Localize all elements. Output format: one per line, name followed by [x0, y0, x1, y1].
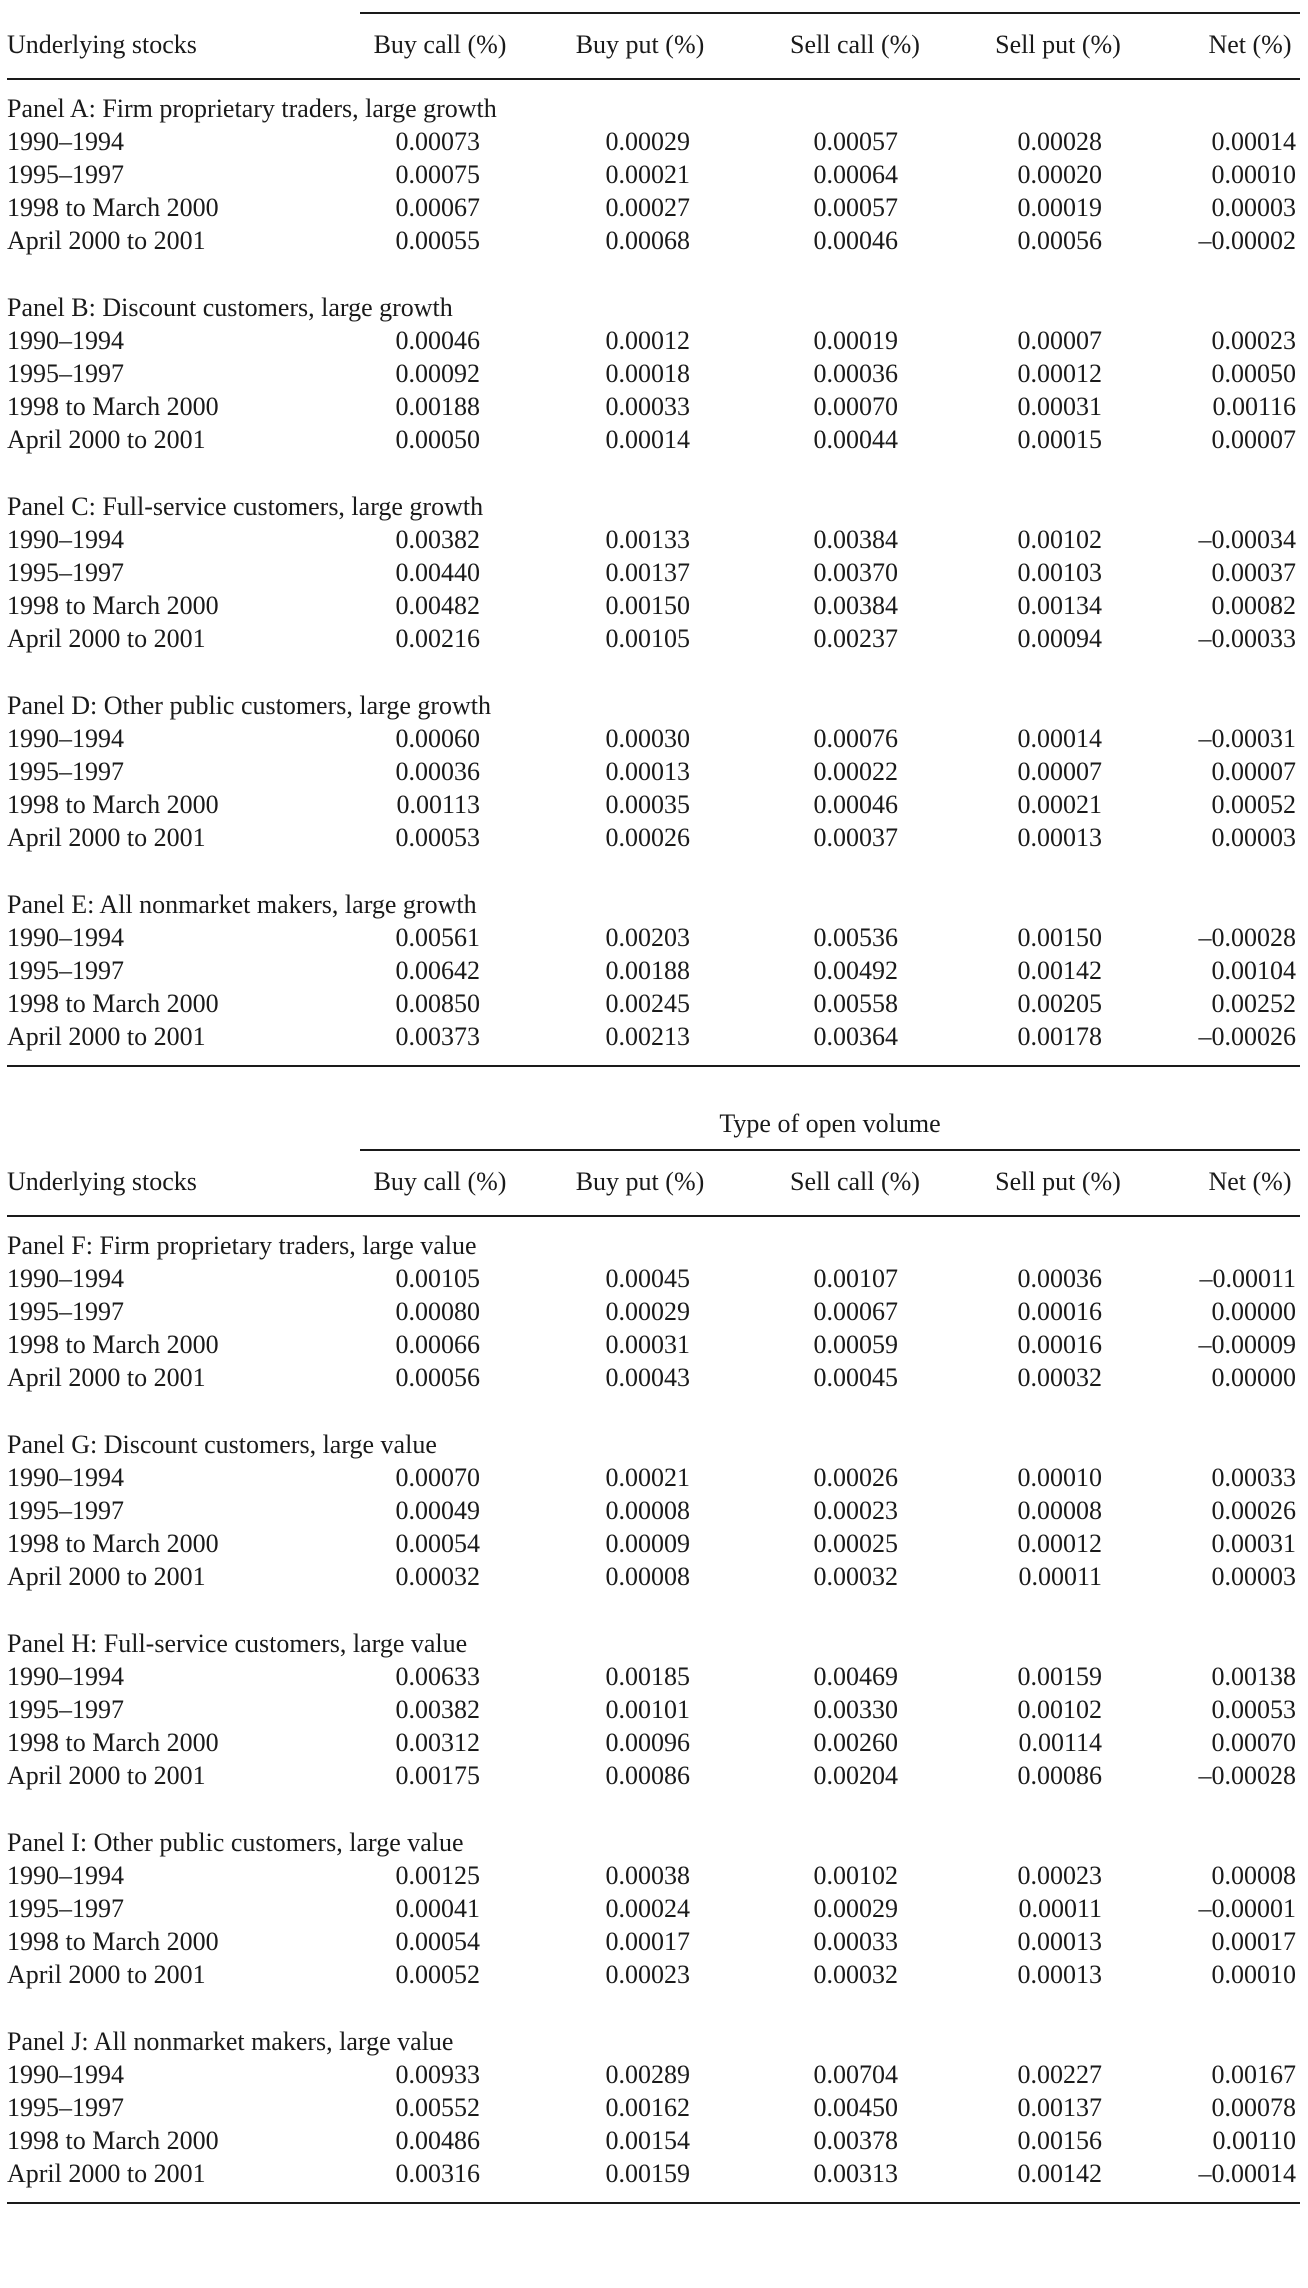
table-cell: 0.00013 — [1017, 1927, 1102, 1956]
table-cell: 0.00060 — [395, 724, 480, 753]
table-cell: 0.00032 — [813, 1562, 898, 1591]
row-period-label: 1998 to March 2000 — [7, 790, 219, 819]
table-cell: 0.00053 — [395, 823, 480, 852]
panel-title: Panel F: Firm proprietary traders, large value — [7, 1231, 477, 1260]
row-period-label: April 2000 to 2001 — [7, 1562, 206, 1591]
table-cell: 0.00013 — [1017, 1960, 1102, 1989]
table-cell: 0.00021 — [1017, 790, 1102, 819]
table-cell: 0.00029 — [605, 127, 690, 156]
table-cell: 0.00245 — [605, 989, 690, 1018]
table-cell: 0.00078 — [1211, 2093, 1296, 2122]
table-cell: 0.00370 — [813, 558, 898, 587]
table-cell: 0.00038 — [605, 1861, 690, 1890]
table-cell: 0.00024 — [605, 1894, 690, 1923]
table-cell: 0.00059 — [813, 1330, 898, 1359]
table-cell: 0.00205 — [1017, 989, 1102, 1018]
column-header: Sell call (%) — [790, 30, 920, 59]
table-cell: 0.00023 — [1017, 1861, 1102, 1890]
table-cell: 0.00113 — [396, 790, 480, 819]
table-cell: 0.00073 — [395, 127, 480, 156]
table-cell: 0.00138 — [1211, 1662, 1296, 1691]
column-header: Sell put (%) — [995, 1167, 1121, 1196]
row-period-label: 1995–1997 — [7, 1894, 124, 1923]
table-cell: 0.00850 — [395, 989, 480, 1018]
table-cell: 0.00066 — [395, 1330, 480, 1359]
table-cell: 0.00086 — [1017, 1761, 1102, 1790]
table-cell: 0.00110 — [1212, 2126, 1296, 2155]
table-cell: 0.00052 — [395, 1960, 480, 1989]
column-header: Buy put (%) — [575, 30, 705, 59]
table-cell: 0.00037 — [813, 823, 898, 852]
table-cell: –0.00033 — [1198, 624, 1296, 653]
table-cell: 0.00330 — [813, 1695, 898, 1724]
table-cell: 0.00552 — [395, 2093, 480, 2122]
table-cell: 0.00373 — [395, 1022, 480, 1051]
panel-title: Panel J: All nonmarket makers, large value — [7, 2027, 454, 2056]
table-cell: 0.00105 — [605, 624, 690, 653]
table-cell: –0.00011 — [1199, 1264, 1296, 1293]
table-cell: 0.00036 — [813, 359, 898, 388]
header-rule — [7, 78, 1300, 80]
row-period-label: 1990–1994 — [7, 127, 124, 156]
table-cell: 0.00057 — [813, 127, 898, 156]
table-cell: 0.00486 — [395, 2126, 480, 2155]
table-cell: 0.00032 — [813, 1960, 898, 1989]
column-header-underlying-stocks: Underlying stocks — [7, 30, 197, 59]
table-cell: 0.00031 — [1211, 1529, 1296, 1558]
table-cell: 0.00070 — [395, 1463, 480, 1492]
row-period-label: April 2000 to 2001 — [7, 624, 206, 653]
table-cell: 0.00050 — [395, 425, 480, 454]
table-cell: 0.00070 — [813, 392, 898, 421]
table-cell: 0.00104 — [1211, 956, 1296, 985]
table-cell: 0.00028 — [1017, 127, 1102, 156]
row-period-label: 1998 to March 2000 — [7, 193, 219, 222]
table-cell: 0.00103 — [1017, 558, 1102, 587]
table-cell: 0.00175 — [395, 1761, 480, 1790]
column-header: Buy put (%) — [575, 1167, 705, 1196]
bottom-rule — [7, 2202, 1300, 2204]
row-period-label: 1998 to March 2000 — [7, 2126, 219, 2155]
table-cell: 0.00116 — [1212, 392, 1296, 421]
table-cell: 0.00440 — [395, 558, 480, 587]
column-header: Buy call (%) — [373, 1167, 507, 1196]
table-cell: 0.00203 — [605, 923, 690, 952]
row-period-label: 1990–1994 — [7, 724, 124, 753]
row-period-label: 1995–1997 — [7, 1297, 124, 1326]
table-cell: 0.00213 — [605, 1022, 690, 1051]
table-cell: 0.00384 — [813, 525, 898, 554]
row-period-label: April 2000 to 2001 — [7, 1761, 206, 1790]
row-period-label: 1998 to March 2000 — [7, 591, 219, 620]
table-cell: 0.00017 — [1211, 1927, 1296, 1956]
panel-title: Panel B: Discount customers, large growth — [7, 293, 453, 322]
table-cell: 0.00064 — [813, 160, 898, 189]
table-cell: 0.00558 — [813, 989, 898, 1018]
table-cell: 0.00052 — [1211, 790, 1296, 819]
row-period-label: 1995–1997 — [7, 160, 124, 189]
table-cell: 0.00102 — [1017, 1695, 1102, 1724]
table-cell: 0.00032 — [395, 1562, 480, 1591]
table-cell: 0.00033 — [1211, 1463, 1296, 1492]
table-cell: 0.00316 — [395, 2159, 480, 2188]
column-header: Buy call (%) — [373, 30, 507, 59]
row-period-label: 1995–1997 — [7, 558, 124, 587]
table-cell: 0.00154 — [605, 2126, 690, 2155]
table-cell: 0.00033 — [813, 1927, 898, 1956]
bottom-rule — [7, 1065, 1300, 1067]
row-period-label: 1998 to March 2000 — [7, 1927, 219, 1956]
table-cell: 0.00492 — [813, 956, 898, 985]
table-cell: 0.00008 — [605, 1496, 690, 1525]
table-cell: 0.00056 — [1017, 226, 1102, 255]
table-cell: –0.00028 — [1198, 1761, 1296, 1790]
table-cell: 0.00204 — [813, 1761, 898, 1790]
table-cell: 0.00150 — [605, 591, 690, 620]
table-cell: 0.00378 — [813, 2126, 898, 2155]
panel-title: Panel C: Full-service customers, large growth — [7, 492, 484, 521]
table-cell: 0.00031 — [605, 1330, 690, 1359]
table-cell: 0.00260 — [813, 1728, 898, 1757]
table-cell: –0.00031 — [1198, 724, 1296, 753]
table-cell: 0.00007 — [1017, 326, 1102, 355]
table-cell: 0.00054 — [395, 1927, 480, 1956]
table-cell: 0.00037 — [1211, 558, 1296, 587]
table-cell: 0.00185 — [605, 1662, 690, 1691]
table-cell: 0.00482 — [395, 591, 480, 620]
table-cell: 0.00007 — [1017, 757, 1102, 786]
table-cell: 0.00013 — [1017, 823, 1102, 852]
table-cell: 0.00384 — [813, 591, 898, 620]
table-cell: 0.00008 — [1211, 1861, 1296, 1890]
table-cell: 0.00030 — [605, 724, 690, 753]
table-cell: 0.00022 — [813, 757, 898, 786]
table-cell: 0.00313 — [813, 2159, 898, 2188]
row-period-label: 1998 to March 2000 — [7, 1728, 219, 1757]
table-cell: 0.00016 — [1017, 1297, 1102, 1326]
table-cell: 0.00216 — [395, 624, 480, 653]
column-spanner-heading: Type of open volume — [719, 1109, 941, 1138]
table-cell: 0.00019 — [1017, 193, 1102, 222]
table-cell: 0.00045 — [813, 1363, 898, 1392]
row-period-label: 1990–1994 — [7, 1861, 124, 1890]
table-cell: 0.00056 — [395, 1363, 480, 1392]
table-cell: 0.00008 — [1017, 1496, 1102, 1525]
table-cell: 0.00046 — [395, 326, 480, 355]
table-cell: 0.00642 — [395, 956, 480, 985]
table-cell: 0.00107 — [813, 1264, 898, 1293]
row-period-label: 1995–1997 — [7, 1496, 124, 1525]
table-cell: 0.00032 — [1017, 1363, 1102, 1392]
table-cell: 0.00012 — [1017, 1529, 1102, 1558]
table-cell: 0.00029 — [813, 1894, 898, 1923]
table-cell: 0.00561 — [395, 923, 480, 952]
table-cell: 0.00450 — [813, 2093, 898, 2122]
table-cell: 0.00167 — [1211, 2060, 1296, 2089]
table-cell: 0.00003 — [1211, 193, 1296, 222]
row-period-label: 1990–1994 — [7, 525, 124, 554]
table-cell: 0.00000 — [1211, 1297, 1296, 1326]
row-period-label: April 2000 to 2001 — [7, 1363, 206, 1392]
table-cell: –0.00009 — [1198, 1330, 1296, 1359]
table-cell: 0.00252 — [1211, 989, 1296, 1018]
table-cell: –0.00026 — [1198, 1022, 1296, 1051]
table-cell: 0.00092 — [395, 359, 480, 388]
table-cell: 0.00188 — [605, 956, 690, 985]
table-cell: 0.00156 — [1017, 2126, 1102, 2155]
table-cell: 0.00057 — [813, 193, 898, 222]
table-cell: 0.00026 — [1211, 1496, 1296, 1525]
table-cell: 0.00227 — [1017, 2060, 1102, 2089]
row-period-label: 1998 to March 2000 — [7, 1529, 219, 1558]
table-cell: 0.00094 — [1017, 624, 1102, 653]
panel-title: Panel E: All nonmarket makers, large growth — [7, 890, 477, 919]
row-period-label: 1998 to March 2000 — [7, 1330, 219, 1359]
row-period-label: 1995–1997 — [7, 2093, 124, 2122]
table-cell: 0.00035 — [605, 790, 690, 819]
table-cell: 0.00015 — [1017, 425, 1102, 454]
table-cell: 0.00105 — [395, 1264, 480, 1293]
table-cell: 0.00009 — [605, 1529, 690, 1558]
table-cell: 0.00933 — [395, 2060, 480, 2089]
table-cell: 0.00023 — [1211, 326, 1296, 355]
table-cell: 0.00033 — [605, 392, 690, 421]
row-period-label: 1990–1994 — [7, 1463, 124, 1492]
table-cell: 0.00159 — [1017, 1662, 1102, 1691]
table-cell: 0.00044 — [813, 425, 898, 454]
row-period-label: 1998 to March 2000 — [7, 392, 219, 421]
table-cell: 0.00026 — [605, 823, 690, 852]
table-cell: 0.00142 — [1017, 2159, 1102, 2188]
panel-title: Panel H: Full-service customers, large value — [7, 1629, 468, 1658]
table-cell: –0.00001 — [1198, 1894, 1296, 1923]
spanner-rule — [360, 1149, 1300, 1151]
table-cell: 0.00014 — [605, 425, 690, 454]
table-cell: 0.00050 — [1211, 359, 1296, 388]
table-cell: 0.00007 — [1211, 757, 1296, 786]
top-rule — [360, 12, 1300, 14]
table-cell: 0.00364 — [813, 1022, 898, 1051]
table-cell: 0.00014 — [1211, 127, 1296, 156]
table-cell: 0.00067 — [395, 193, 480, 222]
table-cell: 0.00096 — [605, 1728, 690, 1757]
table-cell: 0.00036 — [395, 757, 480, 786]
row-period-label: 1990–1994 — [7, 2060, 124, 2089]
table-cell: 0.00008 — [605, 1562, 690, 1591]
table-cell: 0.00012 — [605, 326, 690, 355]
table-cell: 0.00469 — [813, 1662, 898, 1691]
panel-title: Panel I: Other public customers, large value — [7, 1828, 464, 1857]
table-cell: 0.00082 — [1211, 591, 1296, 620]
table-cell: 0.00382 — [395, 525, 480, 554]
table-cell: 0.00031 — [1017, 392, 1102, 421]
panel-title: Panel D: Other public customers, large growth — [7, 691, 492, 720]
table-cell: 0.00114 — [1018, 1728, 1102, 1757]
row-period-label: April 2000 to 2001 — [7, 2159, 206, 2188]
table-cell: 0.00159 — [605, 2159, 690, 2188]
table-cell: 0.00027 — [605, 193, 690, 222]
table-cell: 0.00021 — [605, 160, 690, 189]
table-cell: 0.00289 — [605, 2060, 690, 2089]
table-cell: 0.00010 — [1017, 1463, 1102, 1492]
table-cell: 0.00054 — [395, 1529, 480, 1558]
table-cell: 0.00178 — [1017, 1022, 1102, 1051]
table-cell: 0.00150 — [1017, 923, 1102, 952]
table-cell: 0.00137 — [1017, 2093, 1102, 2122]
table-cell: 0.00049 — [395, 1496, 480, 1525]
table-cell: 0.00012 — [1017, 359, 1102, 388]
row-period-label: 1998 to March 2000 — [7, 989, 219, 1018]
column-header: Sell call (%) — [790, 1167, 920, 1196]
row-period-label: 1990–1994 — [7, 1264, 124, 1293]
table-cell: 0.00125 — [395, 1861, 480, 1890]
table-cell: 0.00013 — [605, 757, 690, 786]
table-cell: –0.00014 — [1198, 2159, 1296, 2188]
table-cell: –0.00002 — [1198, 226, 1296, 255]
panel-title: Panel G: Discount customers, large value — [7, 1430, 437, 1459]
table-cell: –0.00034 — [1198, 525, 1296, 554]
column-header-underlying-stocks: Underlying stocks — [7, 1167, 197, 1196]
table-cell: 0.00018 — [605, 359, 690, 388]
table-cell: 0.00003 — [1211, 823, 1296, 852]
table-cell: 0.00023 — [605, 1960, 690, 1989]
row-period-label: April 2000 to 2001 — [7, 226, 206, 255]
column-header: Net (%) — [1208, 30, 1292, 59]
table-cell: 0.00080 — [395, 1297, 480, 1326]
table-cell: 0.00046 — [813, 790, 898, 819]
table-cell: 0.00011 — [1018, 1894, 1102, 1923]
row-period-label: April 2000 to 2001 — [7, 1022, 206, 1051]
table-cell: 0.00020 — [1017, 160, 1102, 189]
table-cell: 0.00017 — [605, 1927, 690, 1956]
table-cell: –0.00028 — [1198, 923, 1296, 952]
row-period-label: April 2000 to 2001 — [7, 823, 206, 852]
row-period-label: 1990–1994 — [7, 923, 124, 952]
table-cell: 0.00055 — [395, 226, 480, 255]
panel-title: Panel A: Firm proprietary traders, large growth — [7, 94, 497, 123]
table-cell: 0.00134 — [1017, 591, 1102, 620]
table-cell: 0.00704 — [813, 2060, 898, 2089]
table-cell: 0.00101 — [605, 1695, 690, 1724]
table-cell: 0.00536 — [813, 923, 898, 952]
table-cell: 0.00036 — [1017, 1264, 1102, 1293]
table-cell: 0.00023 — [813, 1496, 898, 1525]
table-cell: 0.00021 — [605, 1463, 690, 1492]
table-cell: 0.00312 — [395, 1728, 480, 1757]
table-cell: 0.00142 — [1017, 956, 1102, 985]
table-cell: 0.00070 — [1211, 1728, 1296, 1757]
table-cell: 0.00102 — [813, 1861, 898, 1890]
table-cell: 0.00011 — [1018, 1562, 1102, 1591]
row-period-label: 1995–1997 — [7, 757, 124, 786]
table-cell: 0.00026 — [813, 1463, 898, 1492]
table-cell: 0.00046 — [813, 226, 898, 255]
table-cell: 0.00137 — [605, 558, 690, 587]
table-cell: 0.00000 — [1211, 1363, 1296, 1392]
table-cell: 0.00003 — [1211, 1562, 1296, 1591]
table-cell: 0.00382 — [395, 1695, 480, 1724]
row-period-label: 1990–1994 — [7, 326, 124, 355]
table-cell: 0.00025 — [813, 1529, 898, 1558]
table-cell: 0.00633 — [395, 1662, 480, 1691]
column-header: Net (%) — [1208, 1167, 1292, 1196]
table-cell: 0.00019 — [813, 326, 898, 355]
table-cell: 0.00133 — [605, 525, 690, 554]
row-period-label: 1995–1997 — [7, 359, 124, 388]
header-rule — [7, 1215, 1300, 1217]
row-period-label: April 2000 to 2001 — [7, 425, 206, 454]
row-period-label: 1990–1994 — [7, 1662, 124, 1691]
table-cell: 0.00075 — [395, 160, 480, 189]
table-cell: 0.00016 — [1017, 1330, 1102, 1359]
table-cell: 0.00188 — [395, 392, 480, 421]
table-cell: 0.00029 — [605, 1297, 690, 1326]
row-period-label: 1995–1997 — [7, 956, 124, 985]
row-period-label: 1995–1997 — [7, 1695, 124, 1724]
table-cell: 0.00053 — [1211, 1695, 1296, 1724]
table-cell: 0.00086 — [605, 1761, 690, 1790]
table-cell: 0.00045 — [605, 1264, 690, 1293]
column-header: Sell put (%) — [995, 30, 1121, 59]
table-cell: 0.00010 — [1211, 1960, 1296, 1989]
table-cell: 0.00007 — [1211, 425, 1296, 454]
table-cell: 0.00068 — [605, 226, 690, 255]
table-cell: 0.00076 — [813, 724, 898, 753]
table-cell: 0.00010 — [1211, 160, 1296, 189]
table-cell: 0.00041 — [395, 1894, 480, 1923]
table-cell: 0.00043 — [605, 1363, 690, 1392]
table-cell: 0.00162 — [605, 2093, 690, 2122]
table-cell: 0.00067 — [813, 1297, 898, 1326]
row-period-label: April 2000 to 2001 — [7, 1960, 206, 1989]
table-cell: 0.00102 — [1017, 525, 1102, 554]
table-cell: 0.00237 — [813, 624, 898, 653]
table-cell: 0.00014 — [1017, 724, 1102, 753]
